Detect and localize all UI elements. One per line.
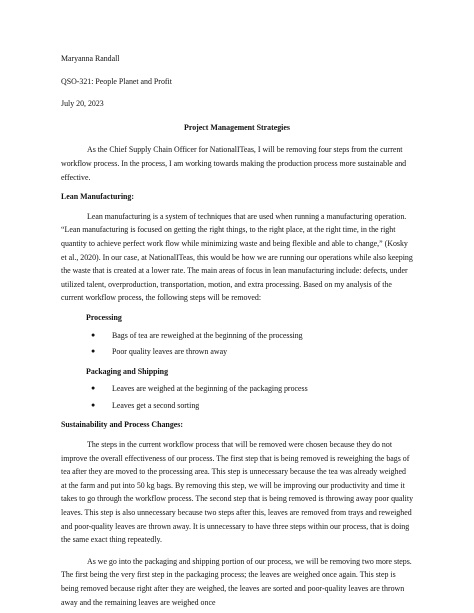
bullet-icon: ● (91, 400, 96, 409)
processing-heading: Processing (86, 312, 122, 322)
bullet-icon: ● (91, 384, 96, 393)
sustainability-paragraph-1: The steps in the current workflow process that will be removed were chosen because they do not improve the overall effectiveness of our process. The first step that is being removed is reweighing the bags of tea after they are moved to the processing area. This step is unnecessary because the tea was already weighed at the farm and put into 50 kg bags. By removing this step, we will be improving our productivity and time it takes to go through the workflow process. The second step that is being removed is throwing away poor quality leaves. This step is also unnecessary because two steps after this, leaves are removed from trays and reweighed and poor-quality leaves are thrown away. It is unnecessary to have three steps within our process, that is doing the same exact thing repeatedly. (61, 440, 414, 545)
list-item-text: Poor quality leaves are thrown away (112, 347, 228, 357)
list-item (86, 345, 413, 359)
list-item-text: Leaves get a second sorting (112, 400, 200, 410)
list-item-text: Leaves are weighed at the beginning of the packaging process (112, 384, 308, 394)
lean-paragraph: Lean manufacturing is a system of techniques that are used when running a manufacturing operation. “Lean manufacturing is focused on getting the right things, to the right place, at the right time, in the right quantity to achieve perfect work flow while minimizing waste and being flexible and able to change,” (Kosky et al., 2020). In our case, at NationalITeas, this would be how we are running our operations while also keeping the waste that is created at a lower rate. The main areas of focus in lean manufacturing include: defects, under utilized talent, overproduction, transportation, motion, and extra processing. Based on my analysis of the current workflow process, the following steps will be removed: (61, 211, 413, 303)
list-item (86, 382, 413, 396)
sustainability-paragraph-2: As we go into the packaging and shipping portion of our process, we will be removing two more steps. The first being the very first step in the packaging process; the leaves are weighed once again. This step is being removed because right after they are weighed, the leaves are sorted and poor-quality leaves are thrown away and the remaining leaves are weighed once (61, 556, 412, 607)
list-item-text: Bags of tea are reweighed at the beginning of the processing (112, 330, 303, 340)
bullet-icon: ● (91, 347, 96, 356)
processing-list (61, 329, 413, 359)
intro-paragraph: As the Chief Supply Chain Officer for NationalITeas, I will be removing four steps from the current workflow process. In the process, I am working towards making the production process more sustainable and effective. (61, 145, 407, 182)
bullet-icon: ● (91, 330, 96, 339)
packaging-list (61, 382, 413, 412)
list-item (86, 399, 413, 413)
list-item (86, 329, 413, 343)
document-title: Project Management Strategies (184, 122, 290, 132)
lean-heading: Lean Manufacturing: (61, 192, 134, 202)
document-date: July 20, 2023 (61, 99, 104, 109)
author-name: Maryanna Randall (61, 54, 120, 63)
course-name: QSO-321: People Planet and Profit (61, 76, 172, 86)
sustainability-heading: Sustainability and Process Changes: (61, 420, 183, 430)
packaging-heading: Packaging and Shipping (86, 366, 169, 376)
